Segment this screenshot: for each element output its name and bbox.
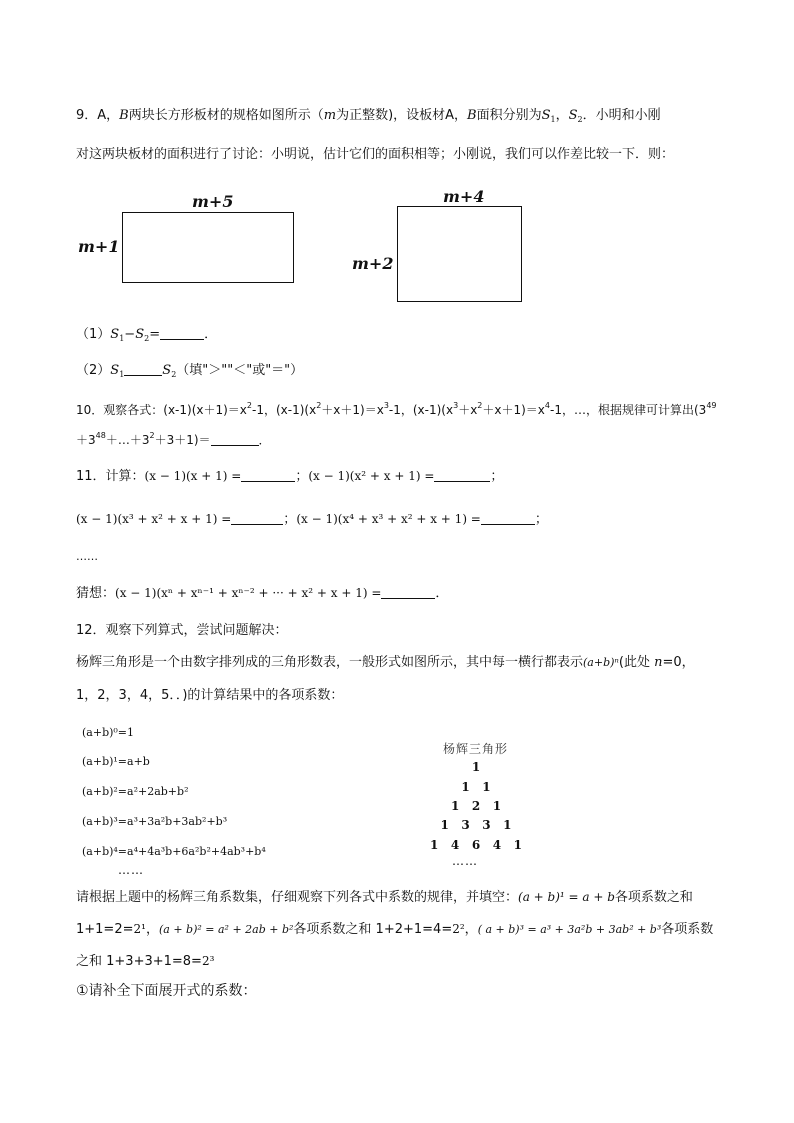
expansion-1: (a+b)¹=a+b	[82, 755, 150, 768]
board-b-height-label: m+2	[352, 254, 394, 273]
q12-title: 12．观察下列算式，尝试问题解决：	[76, 623, 288, 638]
expansion-3: (a+b)³=a³+3a²b+3ab²+b³	[82, 815, 228, 828]
answer-blank-q11-3[interactable]	[231, 512, 283, 525]
board-b-width-label: m+4	[443, 187, 485, 206]
triangle-row-2: 1 2 1	[450, 799, 502, 813]
q12-desc1: 杨辉三角形是一个由数字排列成的三角形数表，一般形式如图所示，其中每一横行都表示(a+b)ⁿ(此处 n=0，	[76, 655, 695, 670]
triangle-row-0: 1	[471, 760, 481, 774]
expansion-4: (a+b)⁴=a⁴+4a³b+6a²b²+4ab³+b⁴	[82, 845, 266, 858]
board-b-rectangle	[397, 206, 522, 302]
board-a-rectangle	[122, 212, 294, 283]
expansion-0: (a+b)⁰=1	[82, 726, 135, 739]
answer-blank-q9-1[interactable]	[160, 327, 204, 340]
q11-dots: ……	[76, 550, 98, 563]
q12-para1: 请根据上题中的杨辉三角系数集，仔细观察下列各式中系数的规律，并填空：(a + b)¹ = a + b各项系数之和	[76, 890, 693, 905]
board-a-height-label: m+1	[78, 237, 120, 256]
q10-line2: $+3^{48}+\dots+3^2+3+1)=$ ．	[76, 431, 271, 447]
expansion-2: (a+b)²=a²+2ab+b²	[82, 785, 189, 798]
triangle-row-3: 1 3 3 1	[440, 818, 512, 832]
answer-blank-q11-guess[interactable]	[381, 586, 435, 599]
expansion-dots: ……	[118, 863, 144, 877]
triangle-row-4: 1 4 6 4 1	[430, 838, 522, 852]
q12-task1: ①请补全下面展开式的系数：	[76, 983, 257, 999]
q11-line1: 11．计算：(x − 1)(x + 1) = ；(x − 1)(x² + x + 1) = ；	[76, 469, 504, 484]
q9-part1: $(1)S_1-S_2=$ ．	[76, 327, 218, 343]
answer-blank-q11-2[interactable]	[434, 469, 490, 482]
q9-part2: $(2)S_1$ $S_2$（填"＞""＜"或"＝"）	[76, 363, 304, 379]
yang-hui-triangle-title: 杨辉三角形	[443, 742, 509, 756]
q12-desc2: 1，2，3，4，5．．)的计算结果中的各项系数：	[76, 688, 344, 703]
q11-line2: (x − 1)(x³ + x² + x + 1) = ；(x − 1)(x⁴ + x³ + x² + x + 1) = ；	[76, 512, 548, 527]
q12-para2: 1+1=2=2¹，(a + b)² = a² + 2ab + b²各项系数之和 1+2+1=4=2²，( a + b)³ = a³ + 3a²b + 3ab² + b³各项系数	[76, 922, 714, 937]
q9-line2: 对这两块板材的面积进行了讨论：小明说，估计它们的面积相等；小刚说，我们可以作差比较一下．则：	[76, 147, 675, 162]
board-a-width-label: m+5	[192, 192, 234, 211]
q11-guess: 猜想：(x − 1)(xⁿ + xⁿ⁻¹ + xⁿ⁻² + ··· + x² + x + 1) = ．	[76, 586, 449, 601]
answer-blank-q10[interactable]	[211, 433, 259, 446]
answer-blank-q11-1[interactable]	[241, 469, 295, 482]
q12-para3: 之和 1+3+3+1=8=2³	[76, 954, 215, 969]
answer-blank-q11-4[interactable]	[481, 512, 535, 525]
q10-line1: 10．观察各式：$(x-1)(x+1)=x^2-1$，$(x-1)(x^2+x+1)=x^3-1$，$(x-1)(x^3+x^2+x+1)=x^4-1$，…，根据规律可计算出($3^{49}$	[76, 401, 717, 417]
triangle-row-1: 1 1	[461, 780, 491, 794]
triangle-dots: ……	[452, 854, 478, 868]
q9-line1: 9．A，B两块长方形板材的规格如图所示（m为正整数)，设板材A，B面积分别为$S_1$，$S_2$．小明和小刚	[76, 108, 661, 124]
answer-blank-q9-2[interactable]	[124, 363, 162, 376]
